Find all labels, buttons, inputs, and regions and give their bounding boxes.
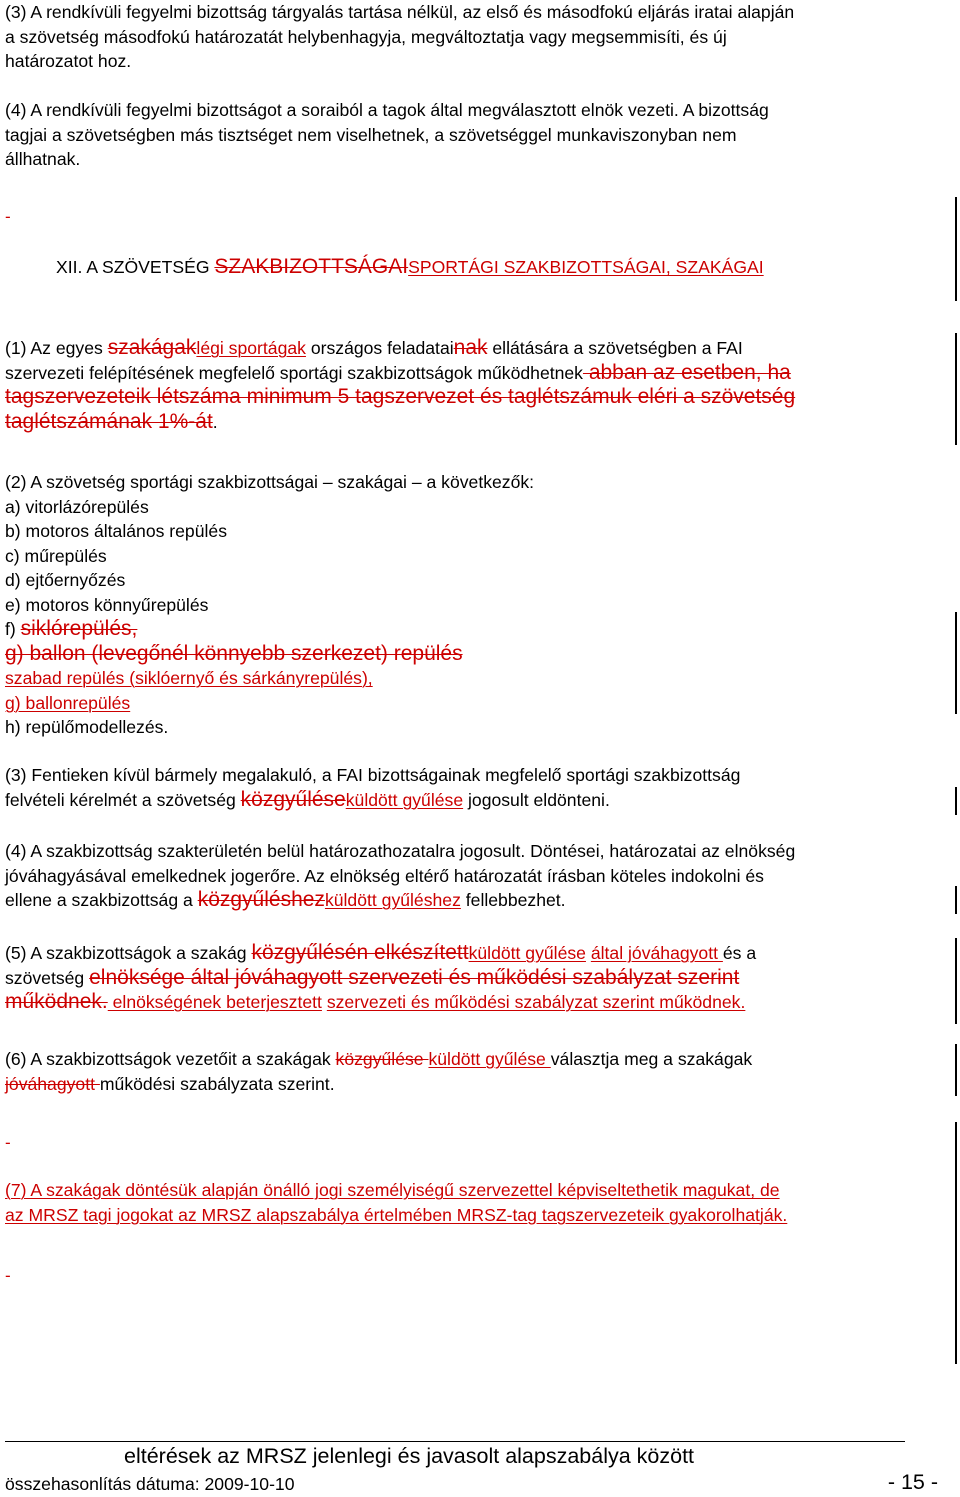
section-heading bbox=[56, 255, 764, 279]
inserted-text: küldött gyűléshez bbox=[324, 890, 461, 910]
footer-rule bbox=[5, 1441, 905, 1442]
text-run: (3) A rendkívüli fegyelmi bizottság tárgyalás tartása nélkül, az első és másodfokú eljárás iratai alapján bbox=[5, 2, 795, 22]
text-line bbox=[5, 25, 794, 50]
text-line bbox=[5, 0, 794, 25]
text-run: f) bbox=[5, 619, 21, 639]
text-line bbox=[5, 495, 534, 520]
text-run: választja meg a szakágak bbox=[550, 1049, 753, 1069]
paragraph-s1 bbox=[5, 336, 795, 434]
text-run: (4) A rendkívüli fegyelmi bizottságot a soraiból a tagok által megválasztott elnök vezeti. A bizottság bbox=[5, 100, 769, 120]
inserted-text: küldött gyűlése bbox=[468, 943, 586, 963]
text-run: e) motoros könnyűrepülés bbox=[5, 594, 209, 615]
text-line bbox=[5, 1072, 752, 1097]
text-run: működési szabályzata szerint. bbox=[99, 1073, 335, 1094]
inserted-text: küldött gyűlése bbox=[428, 1049, 551, 1069]
text-line bbox=[5, 410, 795, 435]
text-line bbox=[5, 691, 534, 716]
text-line bbox=[5, 1178, 787, 1203]
deleted-text: nak bbox=[453, 336, 488, 359]
text-line bbox=[5, 98, 769, 123]
text-run: és a bbox=[722, 943, 757, 963]
deleted-text: jóváhagyott bbox=[5, 1073, 100, 1094]
change-bar bbox=[955, 1044, 957, 1096]
text-line bbox=[5, 593, 534, 618]
deleted-text: abban az esetben, ha bbox=[582, 360, 791, 384]
text-line bbox=[5, 666, 534, 691]
text-run: b) motoros általános repülés bbox=[5, 521, 227, 541]
text-line bbox=[5, 763, 740, 788]
footer-date: összehasonlítás dátuma: 2009-10-10 bbox=[5, 1474, 295, 1494]
footer-title: eltérések az MRSZ jelenlegi és javasolt alapszabálya között bbox=[124, 1444, 695, 1468]
change-bar bbox=[955, 938, 957, 1024]
text-line bbox=[5, 941, 756, 966]
text-run: állhatnak. bbox=[5, 149, 81, 169]
text-line bbox=[5, 544, 534, 569]
text-run: h) repülőmodellezés. bbox=[5, 717, 169, 737]
text-line bbox=[5, 966, 756, 991]
text-run: XII. A SZÖVETSÉG bbox=[56, 257, 215, 277]
inserted-text: (7) A szakágak döntésük alapján önálló jogi személyiségű szervezettel képviseltethetik magukat, de bbox=[5, 1180, 780, 1200]
page-number: - 15 - bbox=[887, 1470, 938, 1494]
text-run: (6) A szakbizottságok vezetőit a szakágak bbox=[5, 1049, 336, 1069]
text-run: (4) A szakbizottság szakterületén belül határozathozatalra jogosult. Döntései, határozatai az elnökség bbox=[5, 841, 796, 861]
text-run: . bbox=[212, 411, 218, 432]
deleted-text: közgyűlése bbox=[240, 787, 346, 811]
text-run: tagjai a szövetségben más tisztséget nem viselhetnek, a szövetséggel munkaviszonyban nem bbox=[5, 124, 737, 145]
deleted-text: közgyűlésén elkészített bbox=[251, 941, 469, 964]
paragraph-s2 bbox=[5, 470, 534, 740]
change-bar bbox=[955, 197, 957, 301]
change-bar bbox=[955, 612, 957, 714]
deleted-text: szakágak bbox=[107, 336, 197, 359]
text-run: jogosult eldönteni. bbox=[463, 789, 610, 810]
text-run: a) vitorlázórepülés bbox=[5, 496, 149, 517]
paragraph-s5 bbox=[5, 941, 756, 1015]
text-run: c) műrepülés bbox=[5, 545, 107, 566]
deleted-text: közgyűlése bbox=[335, 1049, 429, 1069]
inserted-text: szervezeti és működési szabályzat szerint működnek. bbox=[326, 992, 746, 1012]
inserted-text: SPORTÁGI SZAKBIZOTTSÁGAI, SZAKÁGAI bbox=[408, 257, 764, 277]
text-run: országos feladatai bbox=[305, 338, 454, 358]
text-run: fellebbezhet. bbox=[460, 890, 566, 910]
inserted-text: által jóváhagyott bbox=[590, 943, 723, 963]
text-run: szövetség bbox=[5, 967, 90, 988]
change-mark: - bbox=[5, 1133, 11, 1152]
text-line bbox=[5, 1203, 787, 1228]
deleted-text: elnöksége által jóváhagyott szervezeti és működési szabályzat szerint bbox=[89, 965, 740, 989]
paragraph-s3 bbox=[5, 763, 740, 812]
text-line bbox=[5, 888, 795, 913]
text-line bbox=[5, 336, 795, 361]
text-line bbox=[5, 715, 534, 740]
text-run: jóváhagyásával emelkednek jogerőre. Az elnökség eltérő határozatát írásban köteles indokolni és bbox=[5, 865, 764, 886]
inserted-text: g) ballonrepülés bbox=[5, 692, 131, 713]
inserted-text: küldött gyűlése bbox=[345, 789, 464, 810]
deleted-text: taglétszámának 1%-át bbox=[5, 409, 213, 433]
deleted-text: SZAKBIZOTTSÁGAI bbox=[214, 255, 409, 278]
text-run: a szövetség másodfokú határozatát helybenhagyja, megváltoztatja vagy megsemmisíti, és új bbox=[5, 26, 727, 47]
change-bar bbox=[955, 886, 957, 914]
text-run: (2) A szövetség sportági szakbizottságai – szakágai – a következők: bbox=[5, 472, 535, 492]
text-run: (1) Az egyes bbox=[5, 338, 108, 358]
text-line bbox=[5, 385, 795, 410]
text-line bbox=[5, 788, 740, 813]
text-run: szervezeti felépítésének megfelelő sportági szakbizottságok működhetnek bbox=[5, 362, 583, 383]
text-line bbox=[5, 147, 769, 172]
paragraph-p3 bbox=[5, 0, 794, 74]
paragraph-s7 bbox=[5, 1178, 787, 1227]
text-line bbox=[5, 470, 534, 495]
paragraph-s4 bbox=[5, 839, 795, 913]
text-line bbox=[5, 361, 795, 386]
text-line bbox=[5, 1047, 752, 1072]
paragraph-p4 bbox=[5, 98, 769, 172]
text-run: (3) Fentieken kívül bármely megalakuló, a FAI bizottságainak megfelelő sportági szakbizottság bbox=[5, 765, 741, 785]
change-mark: - bbox=[5, 1266, 11, 1285]
inserted-text: az MRSZ tagi jogokat az MRSZ alapszabálya értelmében MRSZ-tag tagszervezeteik gyakorolhatják. bbox=[5, 1204, 788, 1225]
inserted-text: légi sportágak bbox=[196, 338, 306, 358]
deleted-text: g) ballon (levegőnél könnyebb szerkezet) repülés bbox=[5, 641, 463, 665]
change-bar bbox=[955, 787, 957, 815]
text-line bbox=[5, 990, 756, 1015]
text-line bbox=[5, 519, 534, 544]
text-line bbox=[5, 642, 534, 667]
text-run: határozatot hoz. bbox=[5, 51, 132, 71]
text-line bbox=[5, 839, 795, 864]
inserted-text: szabad repülés (siklóernyő és sárkányrepülés), bbox=[5, 668, 373, 688]
text-run: ellátására a szövetségben a FAI bbox=[487, 338, 743, 358]
deleted-text: tagszervezeteik létszáma minimum 5 tagszervezet és taglétszámuk eléri a szövetség bbox=[5, 385, 796, 408]
deleted-text: közgyűléshez bbox=[197, 888, 325, 911]
inserted-text: elnökségének beterjesztett bbox=[107, 992, 322, 1012]
text-run: d) ejtőernyőzés bbox=[5, 570, 126, 590]
text-line bbox=[5, 568, 534, 593]
paragraph-s6 bbox=[5, 1047, 752, 1096]
change-bar bbox=[955, 333, 957, 445]
deleted-text: működnek. bbox=[5, 990, 108, 1013]
change-bar bbox=[955, 1122, 957, 1364]
text-line bbox=[5, 49, 794, 74]
deleted-text: siklórepülés, bbox=[20, 617, 138, 640]
text-line bbox=[5, 123, 769, 148]
text-run: felvételi kérelmét a szövetség bbox=[5, 789, 241, 810]
change-mark: - bbox=[5, 207, 11, 226]
text-line bbox=[5, 864, 795, 889]
text-run: (5) A szakbizottságok a szakág bbox=[5, 943, 252, 963]
text-line bbox=[5, 617, 534, 642]
text-run: ellene a szakbizottság a bbox=[5, 890, 198, 910]
